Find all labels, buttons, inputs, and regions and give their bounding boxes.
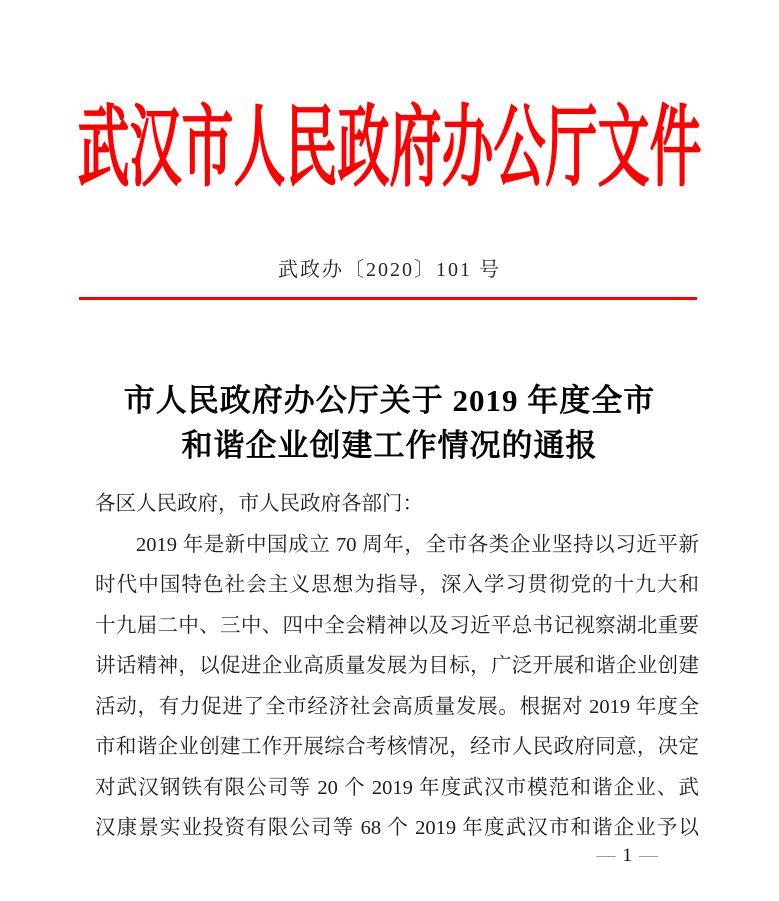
document-title [0,378,779,468]
document-title-line2: 和谐企业创建工作情况的通报 [181,428,598,463]
document-number: 武政办〔2020〕101 号 [278,259,501,281]
body-line: 时代中国特色社会主义思想为指导，深入学习贯彻党的十九大和 [95,574,699,596]
page-number-dash-right: — [639,845,658,866]
document-title-line1: 市人民政府办公厅关于 2019 年度全市 [123,383,656,418]
letterhead-title: 武汉市人民政府办公厅文件 [77,100,702,199]
page-number-dash-left: — [596,845,616,866]
page-number [597,845,659,867]
body-line: 十九届二中、三中、四中全会精神以及习近平总书记视察湖北重要 [95,614,699,637]
salutation-line: 各区人民政府，市人民政府各部门： [95,493,423,515]
red-divider-line [79,297,697,300]
body-line: 市和谐企业创建工作开展综合考核情况，经市人民政府同意，决定 [95,736,699,758]
document-body [95,484,699,849]
page-number-value: 1 [622,845,632,866]
letterhead-banner [0,100,779,199]
body-line: 讲话精神，以促进企业高质量发展为目标，广泛开展和谐企业创建 [95,655,699,677]
body-line: 活动，有力促进了全市经济社会高质量发展。根据对 2019 年度全 [95,695,699,718]
body-line: 汉康景实业投资有限公司等 68 个 2019 年度武汉市和谐企业予以 [95,817,699,839]
body-line: 对武汉钢铁有限公司等 20 个 2019 年度武汉市模范和谐企业、武 [95,776,699,799]
body-line: 2019 年是新中国成立 70 周年，全市各类企业坚持以习近平新 [136,533,699,556]
